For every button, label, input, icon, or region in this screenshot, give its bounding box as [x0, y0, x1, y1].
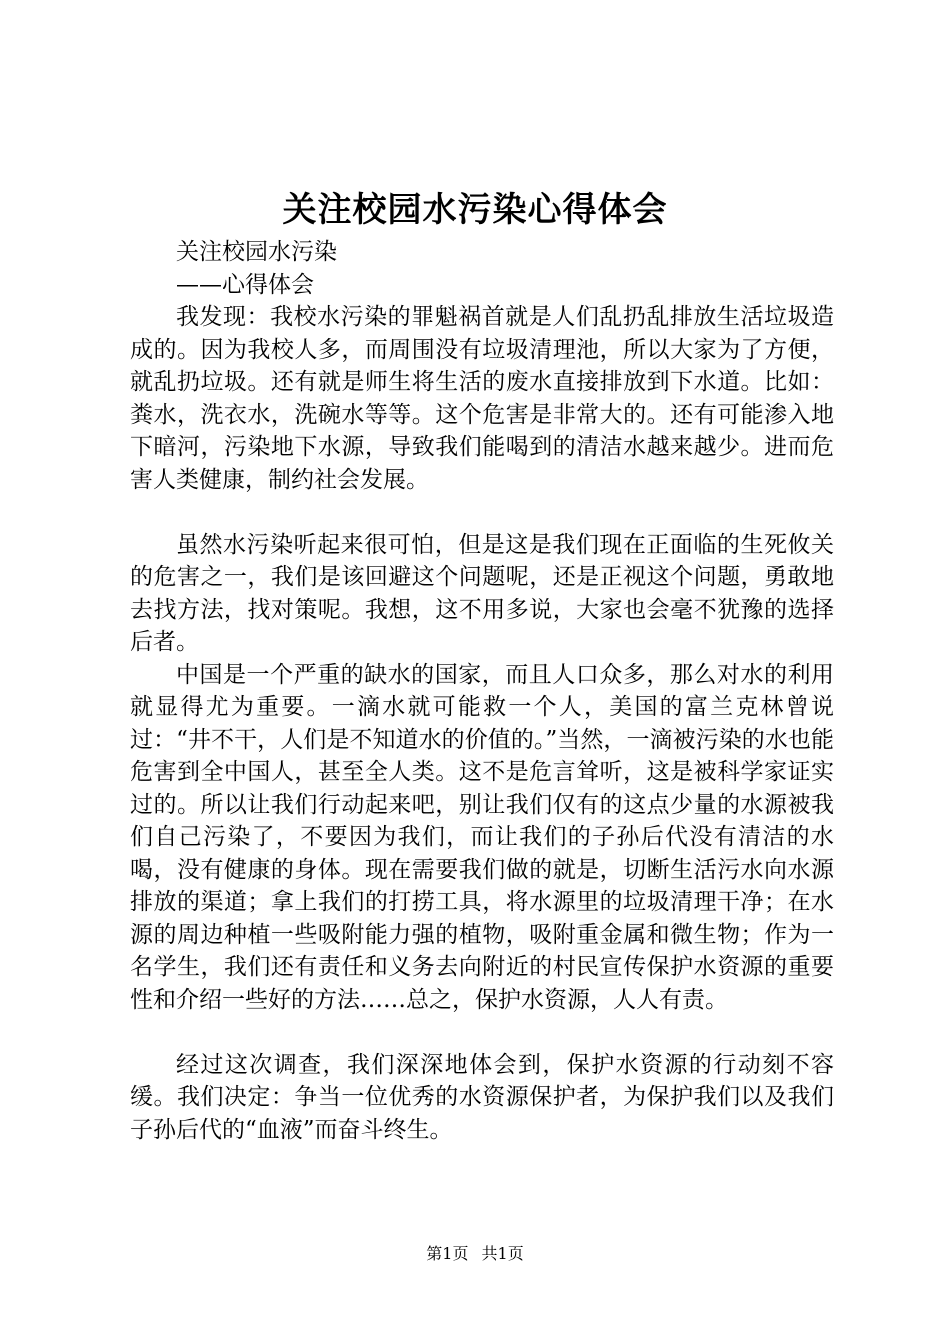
- paragraph: 中国是一个严重的缺水的国家，而且人口众多，那么对水的利用就显得尤为重要。一滴水就可能救一个人，美国的富兰克林曾说过：“井不干，人们是不知道水的价值的。”当然，一滴被污染的水也能危害到全中国人，甚至全人类。这不是危言耸听，这是被科学家证实过的。所以让我们行动起来吧，别让我们仅有的这点少量的水源被我们自己污染了，不要因为我们，而让我们的子孙后代没有清洁的水喝，没有健康的身体。现在需要我们做的就是，切断生活污水向水源排放的渠道；拿上我们的打捞工具，将水源里的垃圾清理干净；在水源的周边种植一些吸附能力强的植物，吸附重金属和微生物；作为一名学生，我们还有责任和义务去向附近的村民宣传保护水资源的重要性和介绍一些好的方法……总之，保护水资源，人人有责。: [130, 661, 834, 1013]
- paragraph: 经过这次调查，我们深深地体会到，保护水资源的行动刻不容缓。我们决定：争当一位优秀的水资源保护者，为保护我们以及我们子孙后代的“血液”而奋斗终生。: [130, 1051, 834, 1143]
- document-body: [130, 236, 834, 1146]
- subtitle-line: ——心得体会: [176, 271, 314, 298]
- page-total: 共1页: [481, 1244, 524, 1263]
- paragraph: 我发现：我校水污染的罪魁祸首就是人们乱扔乱排放生活垃圾造成的。因为我校人多，而周围没有垃圾清理池，所以大家为了方便，就乱扔垃圾。还有就是师生将生活的废水直接排放到下水道。比如：粪水，洗衣水，洗碗水等等。这个危害是非常大的。还有可能渗入地下暗河，污染地下水源，导致我们能喝到的清洁水越来越少。进而危害人类健康，制约社会发展。: [130, 304, 834, 493]
- page-title: 关注校园水污染心得体会: [282, 190, 668, 230]
- paragraph: 虽然水污染听起来很可怕，但是这是我们现在正面临的生死攸关的危害之一，我们是该回避这个问题呢，还是正视这个问题，勇敢地去找方法，找对策呢。我想，这不用多说，大家也会毫不犹豫的选择后者。: [130, 531, 834, 655]
- page-number: 第1页: [426, 1244, 469, 1263]
- subtitle-line: 关注校园水污染: [176, 239, 337, 265]
- page-footer: [0, 1244, 950, 1264]
